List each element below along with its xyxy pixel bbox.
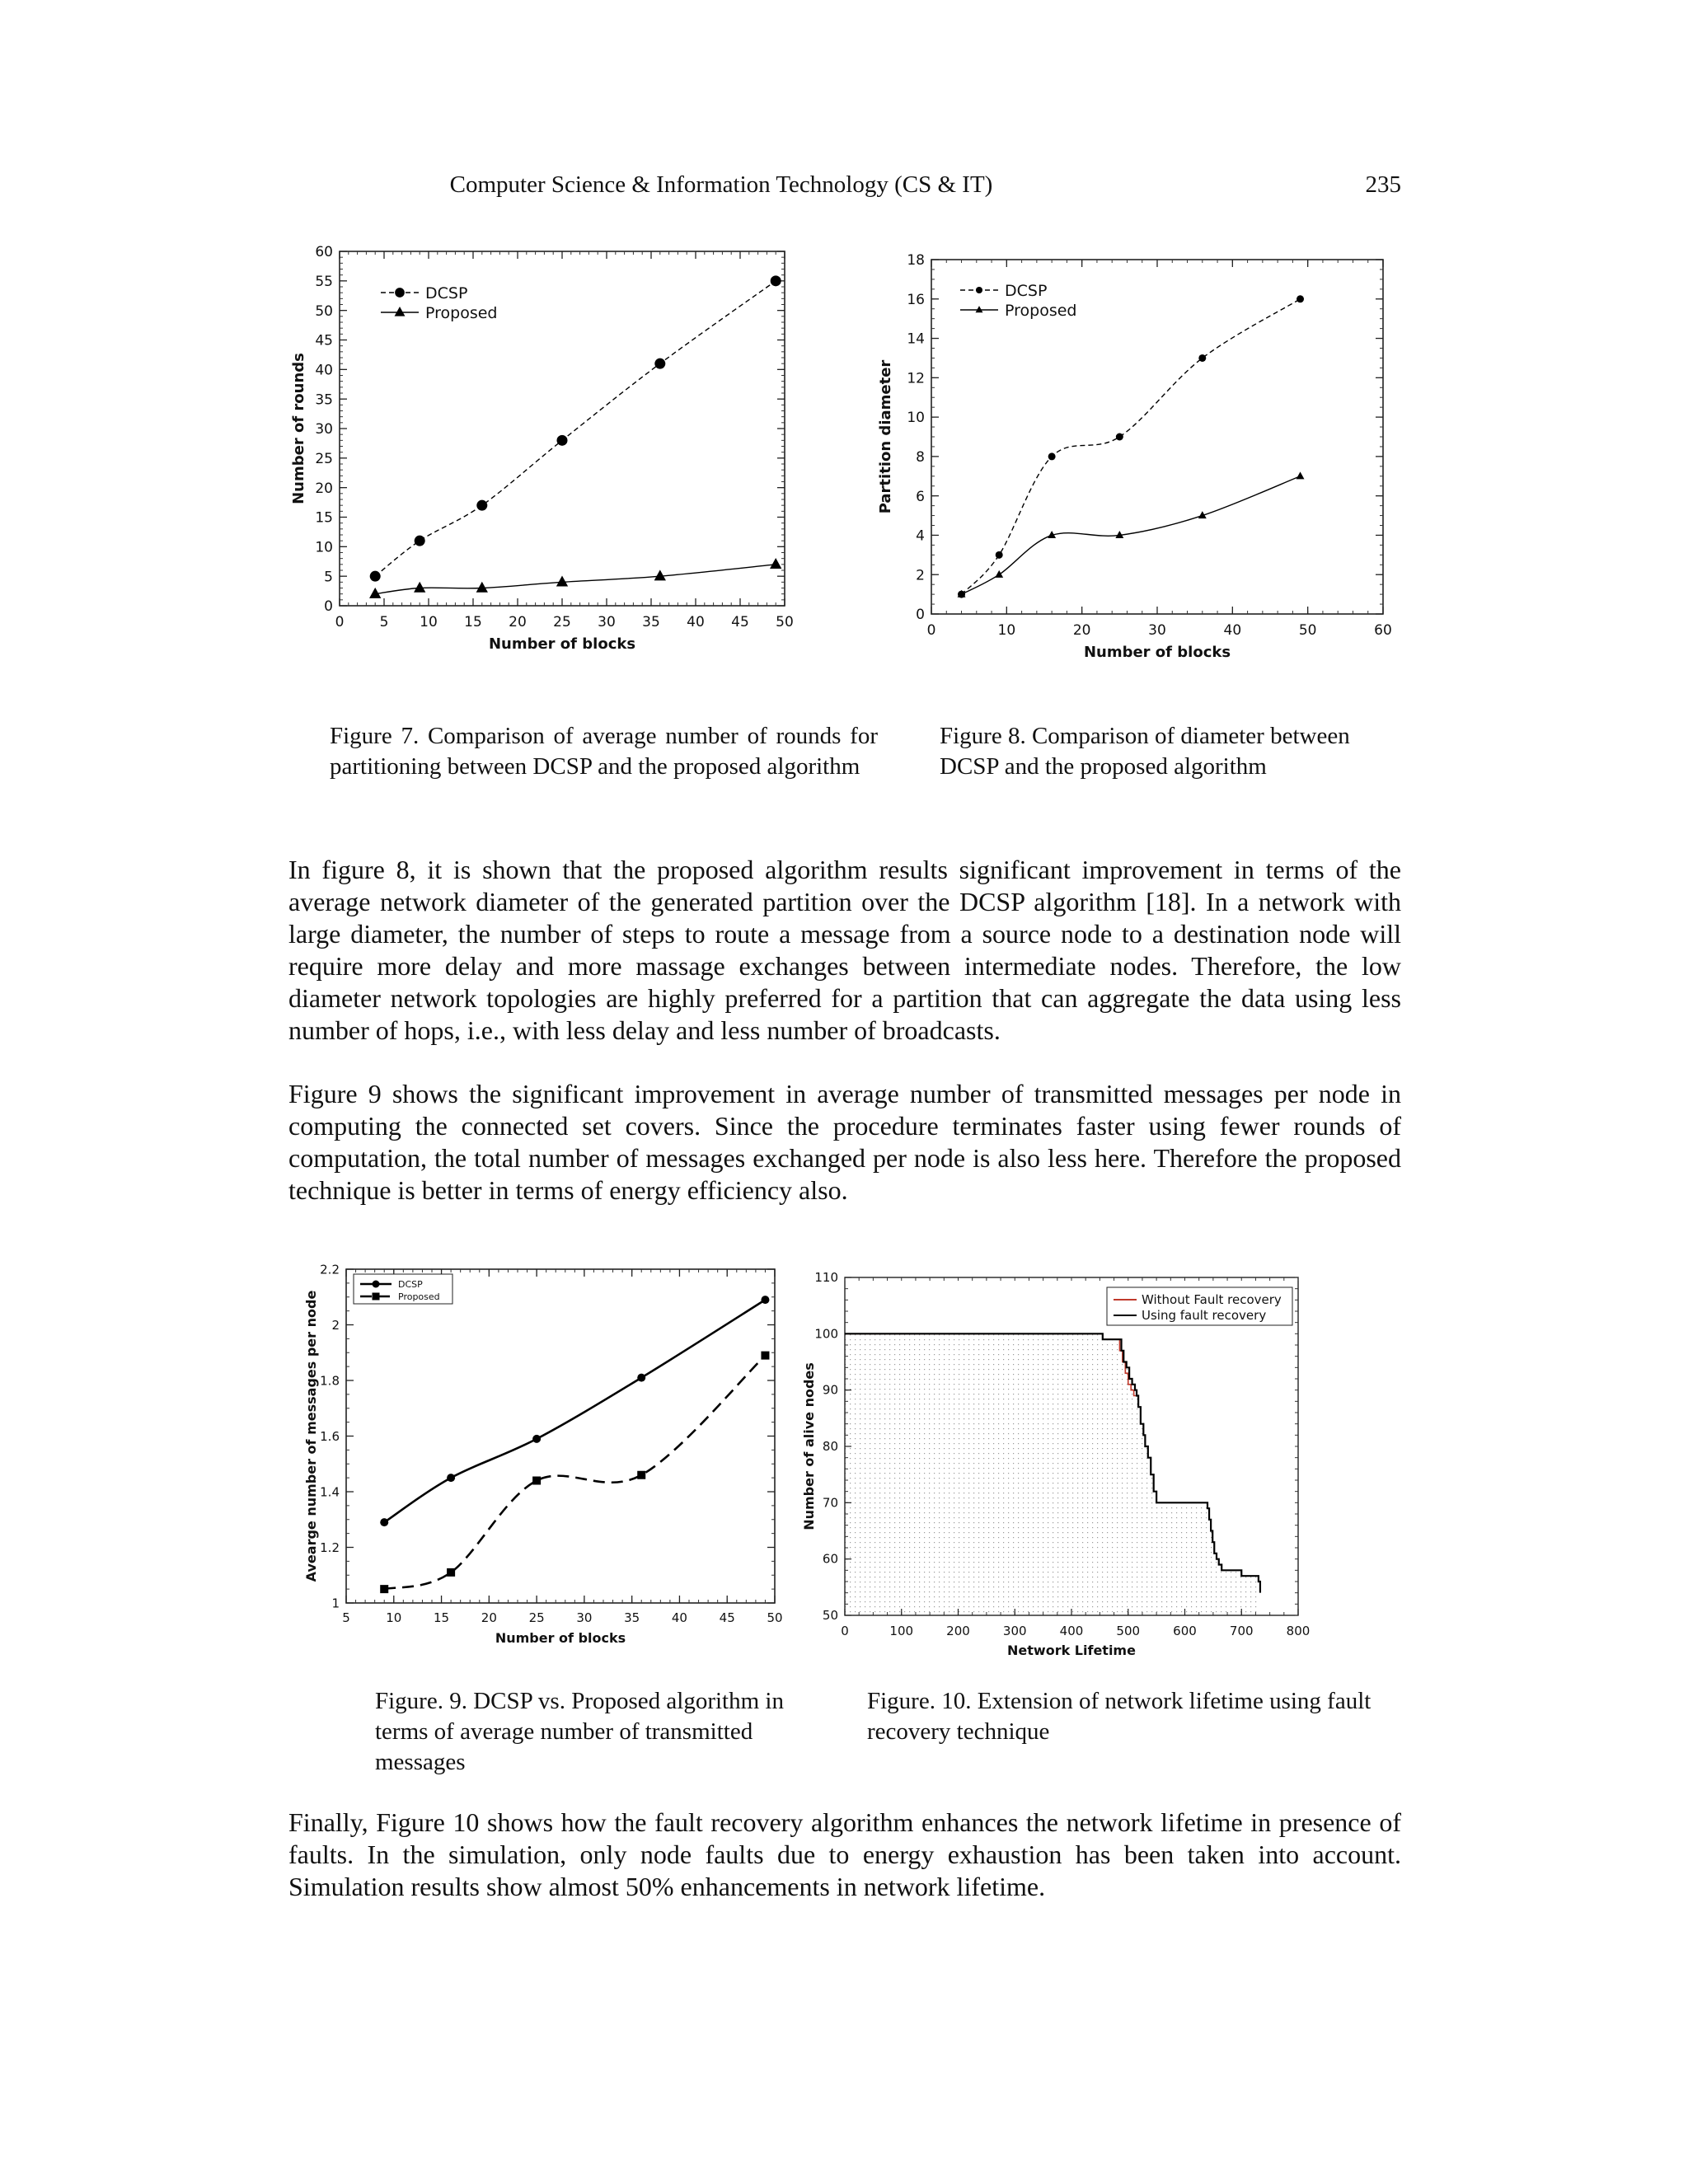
chart-fig10 bbox=[795, 1265, 1323, 1669]
data-point-proposed bbox=[476, 582, 488, 593]
x-tick-label: 45 bbox=[731, 614, 749, 630]
data-point-proposed bbox=[761, 1352, 769, 1360]
data-point-dcsp bbox=[1048, 452, 1056, 460]
data-point-proposed bbox=[637, 1471, 645, 1479]
caption-fig9: Figure. 9. DCSP vs. Proposed algorithm in terms of average number of transmitted messages bbox=[375, 1688, 784, 1775]
y-tick-label: 35 bbox=[315, 391, 333, 409]
y-tick-label: 80 bbox=[822, 1439, 838, 1454]
legend-label-using-fault-recovery: Using fault recovery bbox=[1142, 1308, 1267, 1323]
x-tick-label: 50 bbox=[776, 614, 794, 630]
y-tick-label: 10 bbox=[315, 539, 333, 556]
y-tick-label: 14 bbox=[907, 330, 925, 348]
y-tick-label: 15 bbox=[315, 509, 333, 527]
y-axis-label: Number of alive nodes bbox=[801, 1362, 817, 1530]
x-tick-label: 25 bbox=[553, 614, 571, 630]
y-tick-label: 8 bbox=[916, 449, 925, 466]
body-paragraph-1: In figure 8, it is shown that the proposed algorithm results significant improvement in terms of the average network diameter of the generated partition over the DCSP algorithm [18]. In a network with large diameter, the number of steps to route a message from a source node to a destination node will require more delay and more massage exchanges between intermediate nodes. Therefore, the low diameter network topologies are highly preferred for a partition that can aggregate the data using less number of hops, i.e., with less delay and less number of broadcasts. bbox=[288, 855, 1401, 1045]
x-tick-label: 35 bbox=[624, 1610, 640, 1625]
body-paragraph-2: Figure 9 shows the significant improvement in average number of transmitted messages per node in computing the connected set covers. Since the procedure terminates faster using fewer rounds of computation, the total number of messages exchanged per node is also less here. Therefore the proposed technique is better in terms of energy efficiency also. bbox=[288, 1079, 1401, 1205]
y-tick-label: 2 bbox=[916, 567, 925, 584]
body-paragraph-3: Finally, Figure 10 shows how the fault recovery algorithm enhances the network lifetime in presence of faults. In the simulation, only node faults due to energy exhaustion has been taken into account. Simulation results show almost 50% enhancements in network lifetime. bbox=[288, 1807, 1401, 1901]
chart-fig7 bbox=[288, 239, 816, 684]
legend-marker-proposed bbox=[976, 306, 983, 312]
data-point-dcsp bbox=[1296, 295, 1304, 302]
x-tick-label: 45 bbox=[719, 1610, 735, 1625]
x-tick-label: 10 bbox=[386, 1610, 402, 1625]
x-tick-label: 10 bbox=[420, 614, 438, 630]
y-tick-label: 1.2 bbox=[320, 1540, 340, 1555]
series-line-dcsp bbox=[962, 299, 1301, 594]
caption-fig8: Figure 8. Comparison of diameter between DCSP and the proposed algorithm bbox=[940, 723, 1350, 780]
y-tick-label: 100 bbox=[814, 1326, 838, 1342]
x-tick-label: 0 bbox=[926, 622, 936, 639]
data-point-dcsp bbox=[557, 435, 568, 446]
x-tick-label: 700 bbox=[1229, 1624, 1254, 1638]
x-tick-label: 50 bbox=[1298, 622, 1317, 639]
chart-fig9 bbox=[301, 1257, 795, 1669]
y-tick-label: 40 bbox=[315, 362, 333, 379]
page-number: 235 bbox=[1365, 171, 1401, 198]
legend-label-dcsp: DCSP bbox=[425, 284, 468, 302]
y-tick-label: 50 bbox=[315, 302, 333, 320]
legend-marker-proposed bbox=[373, 1293, 380, 1301]
x-tick-label: 30 bbox=[598, 614, 616, 630]
y-tick-label: 2.2 bbox=[320, 1262, 340, 1277]
data-point-dcsp bbox=[370, 571, 381, 582]
y-tick-label: 1.8 bbox=[320, 1373, 340, 1389]
data-point-proposed bbox=[414, 582, 425, 593]
caption-fig7: Figure 7. Comparison of average number of rounds for partitioning between DCSP and the proposed algorithm bbox=[330, 723, 878, 780]
data-point-dcsp bbox=[447, 1474, 455, 1482]
x-tick-label: 500 bbox=[1116, 1624, 1141, 1638]
y-tick-label: 4 bbox=[916, 527, 925, 545]
area-under-curve bbox=[845, 1333, 1260, 1615]
legend-marker-dcsp bbox=[373, 1281, 380, 1288]
data-point-dcsp bbox=[761, 1296, 769, 1304]
y-tick-label: 16 bbox=[907, 291, 925, 308]
x-tick-label: 0 bbox=[841, 1624, 849, 1638]
data-point-dcsp bbox=[654, 359, 665, 369]
y-tick-label: 45 bbox=[315, 332, 333, 349]
series-line-proposed bbox=[384, 1356, 765, 1590]
x-tick-label: 100 bbox=[889, 1624, 914, 1638]
legend-label-dcsp: DCSP bbox=[1005, 281, 1048, 300]
series-line-dcsp bbox=[375, 281, 776, 576]
x-tick-label: 20 bbox=[1072, 622, 1091, 639]
data-point-proposed bbox=[380, 1585, 388, 1593]
x-tick-label: 200 bbox=[946, 1624, 970, 1638]
y-tick-label: 5 bbox=[324, 569, 333, 586]
chart-fig8 bbox=[874, 247, 1409, 684]
x-tick-label: 5 bbox=[379, 614, 389, 630]
y-tick-label: 70 bbox=[822, 1495, 838, 1511]
plot-frame bbox=[346, 1269, 775, 1603]
x-tick-label: 15 bbox=[434, 1610, 450, 1625]
data-point-proposed bbox=[556, 576, 568, 587]
y-tick-label: 60 bbox=[315, 244, 333, 261]
x-axis-label: Network Lifetime bbox=[1007, 1643, 1136, 1658]
data-point-proposed bbox=[770, 558, 781, 569]
x-tick-label: 15 bbox=[464, 614, 482, 630]
data-point-proposed bbox=[995, 570, 1003, 578]
x-tick-label: 35 bbox=[642, 614, 660, 630]
y-tick-label: 50 bbox=[822, 1608, 838, 1623]
data-point-proposed bbox=[532, 1477, 541, 1485]
y-axis-label: Partition diameter bbox=[877, 359, 894, 514]
y-tick-label: 1 bbox=[331, 1596, 340, 1611]
x-tick-label: 300 bbox=[1002, 1624, 1027, 1638]
data-point-dcsp bbox=[637, 1374, 645, 1382]
x-tick-label: 40 bbox=[671, 1610, 687, 1625]
data-point-proposed bbox=[447, 1568, 455, 1577]
legend-label-without-fault-recovery: Without Fault recovery bbox=[1142, 1292, 1282, 1307]
data-point-dcsp bbox=[771, 275, 781, 286]
x-tick-label: 30 bbox=[1148, 622, 1166, 639]
data-point-proposed bbox=[1296, 471, 1305, 479]
y-tick-label: 10 bbox=[907, 410, 925, 427]
series-line-proposed bbox=[375, 565, 776, 594]
x-tick-label: 40 bbox=[1223, 622, 1242, 639]
x-tick-label: 800 bbox=[1286, 1624, 1311, 1638]
legend-marker-dcsp bbox=[395, 288, 405, 298]
x-tick-label: 50 bbox=[767, 1610, 783, 1625]
y-tick-label: 60 bbox=[822, 1551, 838, 1567]
y-tick-label: 90 bbox=[822, 1382, 838, 1398]
data-point-dcsp bbox=[415, 536, 425, 546]
y-tick-label: 30 bbox=[315, 421, 333, 438]
y-tick-label: 1.6 bbox=[320, 1428, 340, 1444]
x-tick-label: 20 bbox=[481, 1610, 497, 1625]
y-tick-label: 110 bbox=[814, 1270, 838, 1285]
legend-marker-proposed bbox=[395, 307, 406, 316]
y-tick-label: 18 bbox=[907, 252, 925, 269]
data-point-dcsp bbox=[996, 551, 1003, 559]
plot-frame bbox=[340, 251, 785, 606]
caption-fig10: Figure. 10. Extension of network lifetime using fault recovery technique bbox=[867, 1688, 1372, 1745]
legend-marker-dcsp bbox=[976, 287, 982, 293]
data-point-proposed bbox=[654, 569, 666, 580]
y-axis-label: Number of rounds bbox=[290, 353, 307, 504]
data-point-dcsp bbox=[380, 1518, 388, 1526]
y-tick-label: 6 bbox=[916, 488, 925, 505]
x-tick-label: 20 bbox=[509, 614, 527, 630]
plot-frame bbox=[931, 260, 1383, 614]
x-tick-label: 10 bbox=[997, 622, 1016, 639]
data-point-dcsp bbox=[1198, 354, 1206, 362]
y-tick-label: 12 bbox=[907, 370, 925, 387]
legend-label-proposed: Proposed bbox=[425, 303, 498, 322]
y-tick-label: 55 bbox=[315, 273, 333, 290]
x-tick-label: 30 bbox=[576, 1610, 593, 1625]
x-tick-label: 25 bbox=[528, 1610, 545, 1625]
legend-label-proposed: Proposed bbox=[1005, 301, 1077, 320]
series-line-dcsp bbox=[384, 1300, 765, 1522]
legend-label-proposed: Proposed bbox=[398, 1291, 440, 1302]
y-tick-label: 20 bbox=[315, 480, 333, 497]
y-axis-label: Avearge number of messages per node bbox=[303, 1290, 319, 1582]
y-tick-label: 25 bbox=[315, 450, 333, 467]
legend-label-dcsp: DCSP bbox=[398, 1278, 423, 1290]
y-tick-label: 1.4 bbox=[320, 1484, 340, 1500]
x-tick-label: 60 bbox=[1374, 622, 1392, 639]
running-title: Computer Science & Information Technology (CS & IT) bbox=[449, 171, 993, 198]
y-tick-label: 0 bbox=[916, 607, 925, 624]
x-tick-label: 400 bbox=[1059, 1624, 1084, 1638]
x-tick-label: 40 bbox=[687, 614, 705, 630]
x-tick-label: 600 bbox=[1173, 1624, 1197, 1638]
x-axis-label: Number of blocks bbox=[1083, 644, 1231, 661]
x-axis-label: Number of blocks bbox=[495, 1630, 626, 1646]
series-line-proposed bbox=[962, 476, 1301, 594]
y-tick-label: 0 bbox=[324, 598, 333, 616]
data-point-dcsp bbox=[1116, 434, 1123, 441]
data-point-dcsp bbox=[532, 1435, 541, 1443]
x-tick-label: 5 bbox=[342, 1610, 350, 1625]
x-tick-label: 0 bbox=[335, 614, 345, 630]
y-tick-label: 2 bbox=[331, 1317, 340, 1333]
data-point-dcsp bbox=[476, 500, 487, 511]
x-axis-label: Number of blocks bbox=[488, 635, 636, 653]
